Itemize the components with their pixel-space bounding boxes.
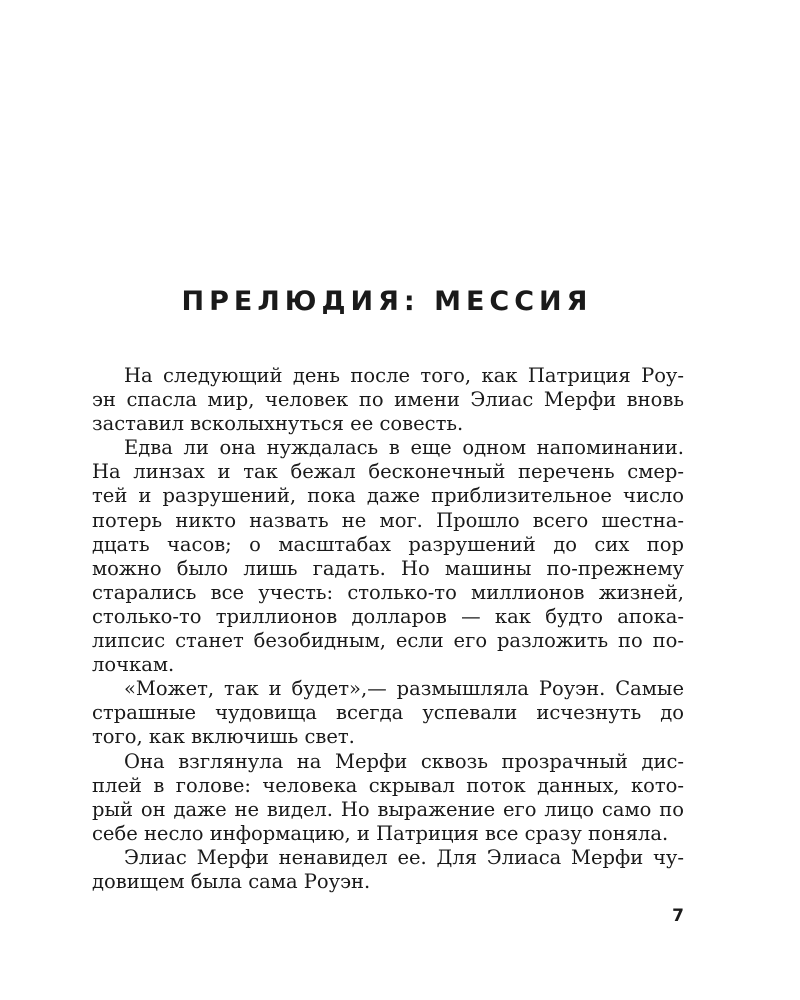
text-line: На следующий день после того, как Патриция Роу- xyxy=(124,364,684,387)
body-text xyxy=(92,364,684,894)
text-line: столько-то триллионов долларов — как будто апока- xyxy=(92,604,684,628)
text-line: того, как включишь свет. xyxy=(92,725,355,749)
text-line: Едва ли она нуждалась в еще одном напоминании. xyxy=(124,436,684,460)
text-line: рый он даже не видел. Но выражение его лицо само по xyxy=(92,797,684,821)
text-line: можно было лишь гадать. Но машины по-прежнему xyxy=(92,556,684,580)
text-line: липсис станет безобидным, если его разложить по по- xyxy=(92,629,684,653)
text-line: тей и разрушений, пока даже приблизительное число xyxy=(92,484,684,508)
text-line: себе несло информацию, и Патриция все сразу поняла. xyxy=(92,821,669,845)
text-line: лочкам. xyxy=(92,653,175,677)
chapter-title: ПРЕЛЮДИЯ: МЕССИЯ xyxy=(181,286,593,317)
text-line: эн спасла мир, человек по имени Элиас Мерфи вновь xyxy=(92,388,684,412)
text-line: дцать часов; о масштабах разрушений до сих пор xyxy=(92,532,684,556)
text-line: потерь никто назвать не мог. Прошло всего шестна- xyxy=(92,508,684,532)
text-line: заставил всколыхнуться ее совесть. xyxy=(92,412,464,436)
text-line: старались все учесть: столько-то миллионов жизней, xyxy=(92,580,684,604)
text-line: страшные чудовища всегда успевали исчезнуть до xyxy=(92,701,684,725)
text-line: Она взглянула на Мерфи сквозь прозрачный дис- xyxy=(124,749,684,773)
text-line: «Может, так и будет»,— размышляла Роуэн. Самые xyxy=(124,677,684,701)
text-line: Элиас Мерфи ненавидел ее. Для Элиаса Мерфи чу- xyxy=(124,845,684,869)
text-line: На линзах и так бежал бесконечный перечень смер- xyxy=(92,460,684,484)
page-number: 7 xyxy=(672,906,684,926)
text-line: плей в голове: человека скрывал поток данных, кото- xyxy=(92,773,684,797)
text-line: довищем была сама Роуэн. xyxy=(92,869,371,893)
